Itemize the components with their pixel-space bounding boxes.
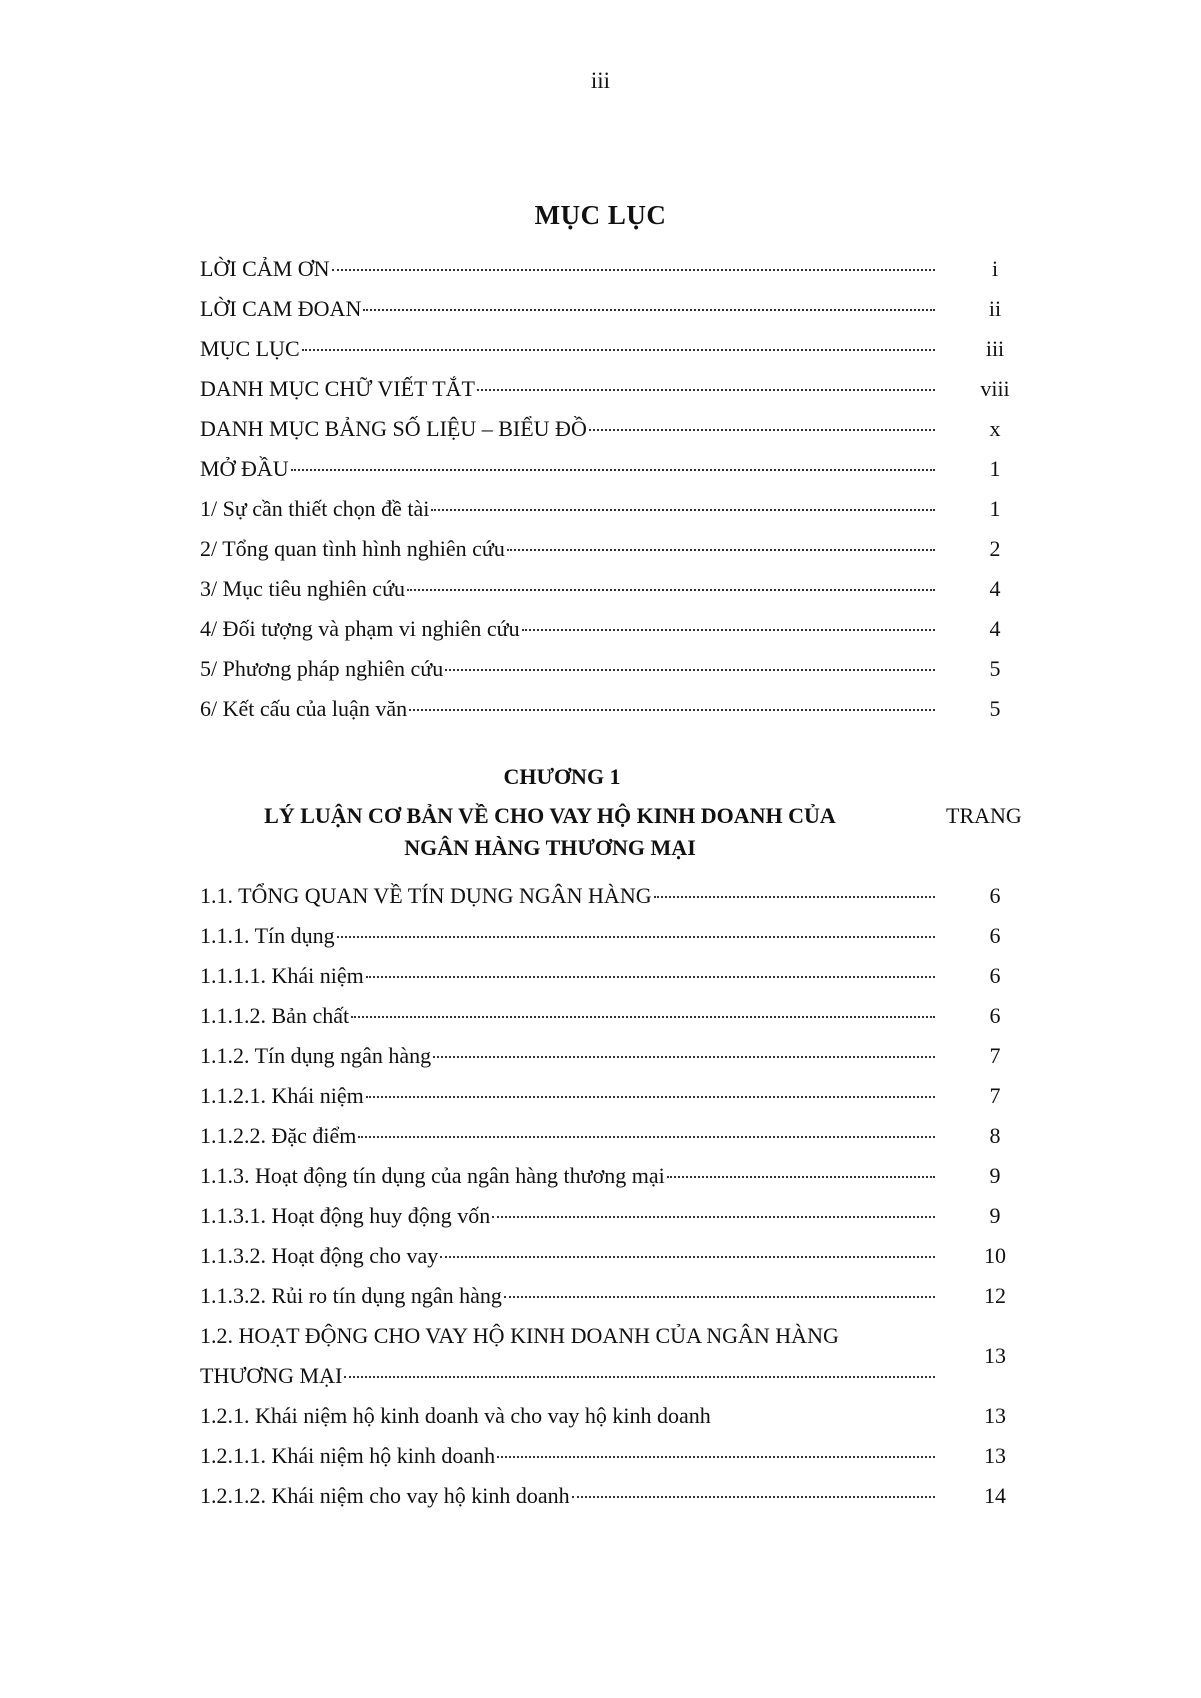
toc-entry-label: 1.1.3.2. Rủi ro tín dụng ngân hàng [200, 1283, 502, 1308]
dot-leader [337, 936, 935, 938]
toc-entry-text [200, 696, 935, 722]
toc-entry-text [200, 616, 935, 642]
toc-entry-page: 7 [989, 1083, 1001, 1108]
toc-entry-page: 8 [989, 1123, 1001, 1148]
toc-entry-page: i [991, 256, 999, 281]
toc-entry-text [200, 963, 935, 989]
toc-entry-page: 12 [984, 1283, 1006, 1308]
toc-entry-label: THƯƠNG MẠI [200, 1363, 343, 1388]
toc-entry-text [200, 1043, 935, 1069]
toc-entry [200, 616, 1030, 650]
toc-entry-page: 4 [989, 576, 1001, 601]
toc-entry-text [200, 1483, 935, 1509]
dot-leader [409, 709, 935, 711]
toc-entry-page: 6 [989, 883, 1001, 908]
toc-entry-label: 1/ Sự cần thiết chọn đề tài [200, 496, 430, 521]
toc-entry-label: MỤC LỤC [200, 336, 300, 361]
toc-entry-label: 1.1.2. Tín dụng ngân hàng [200, 1043, 432, 1068]
dot-leader [507, 549, 935, 551]
toc-entry-label: 1.1.2.2. Đặc điểm [200, 1123, 357, 1148]
dot-leader [431, 509, 935, 511]
toc-entry-label: 1.2.1.2. Khái niệm cho vay hộ kinh doanh [200, 1483, 570, 1508]
toc-entry-page: 9 [989, 1203, 1001, 1228]
toc-entry-text [200, 296, 935, 322]
toc-entry-text [200, 1123, 935, 1149]
toc-entry-label: 6/ Kết cấu của luận văn [200, 696, 408, 721]
toc-entry-label: LỜI CAM ĐOAN [200, 296, 362, 321]
toc-entry-page: 7 [989, 1043, 1001, 1068]
dot-leader [572, 1496, 935, 1498]
dot-leader [366, 976, 935, 978]
toc-entry [200, 696, 1030, 730]
dot-leader [497, 1456, 935, 1458]
dot-leader [440, 1256, 935, 1258]
toc-entry-label: LỜI CẢM ƠN [200, 256, 330, 281]
toc-entry-page: 10 [984, 1243, 1006, 1268]
dot-leader [445, 669, 935, 671]
dot-leader [366, 1096, 935, 1098]
dot-leader [332, 269, 935, 271]
toc-entry-text [200, 1203, 935, 1229]
dot-leader [291, 469, 935, 471]
toc-entry-page: 9 [989, 1163, 1001, 1188]
toc-entry-text [200, 656, 935, 682]
toc-entry-page: viii [980, 376, 1010, 401]
chapter-label: CHƯƠNG 1 [503, 764, 621, 789]
toc-entry [200, 256, 1030, 290]
toc-entry [200, 536, 1030, 570]
dot-leader [667, 1176, 935, 1178]
dot-leader [363, 309, 935, 311]
toc-entry-label: 1.1.3. Hoạt động tín dụng của ngân hàng thương mại [200, 1163, 665, 1188]
chapter-title-line-1: LÝ LUẬN CƠ BẢN VỀ CHO VAY HỘ KINH DOANH CỦA [264, 803, 836, 828]
toc-entry-page: 2 [989, 536, 1001, 561]
toc-entry-text [200, 1403, 935, 1429]
toc-entry-text [200, 536, 935, 562]
toc-entry-text [200, 923, 935, 949]
toc-entry-text [200, 256, 935, 282]
toc-entry-label: 1.2.1. Khái niệm hộ kinh doanh và cho vay hộ kinh doanh [200, 1403, 711, 1428]
toc-entry [200, 1203, 1030, 1237]
toc-entry [200, 963, 1030, 997]
toc-entry-text [200, 883, 935, 909]
toc-entry-page: 13 [984, 1343, 1006, 1368]
toc-entry-text [200, 416, 935, 442]
toc-entry-page: ii [988, 296, 1002, 321]
dot-leader [407, 589, 935, 591]
dot-leader [589, 429, 935, 431]
toc-entry-label: 1.1.1.2. Bản chất [200, 1003, 350, 1028]
toc-entry [200, 1083, 1030, 1117]
toc-entry [200, 1243, 1030, 1277]
toc-entry [200, 1323, 1030, 1403]
toc-entry-text [200, 456, 935, 482]
toc-entry-page: x [989, 416, 1001, 441]
dot-leader [654, 896, 935, 898]
toc-entry [200, 1283, 1030, 1317]
toc-entry-text [200, 336, 935, 362]
toc-entry [200, 1163, 1030, 1197]
dot-leader [492, 1216, 935, 1218]
toc-entry [200, 376, 1030, 410]
toc-entry [200, 1483, 1030, 1517]
toc-entry-page: 6 [989, 1003, 1001, 1028]
toc-entry [200, 456, 1030, 490]
dot-leader [302, 349, 935, 351]
toc-entry-text [200, 1283, 935, 1309]
toc-entry-label: DANH MỤC BẢNG SỐ LIỆU – BIỂU ĐỒ [200, 416, 587, 441]
toc-entry-label: 5/ Phương pháp nghiên cứu [200, 656, 444, 681]
toc-entry-page: 6 [989, 923, 1001, 948]
page-number: iii [590, 68, 611, 93]
toc-entry-text [200, 376, 935, 402]
toc-entry [200, 1003, 1030, 1037]
dot-leader [344, 1376, 935, 1378]
toc-entry-label: 4/ Đối tượng và phạm vi nghiên cứu [200, 616, 520, 641]
toc-entry-page: 5 [989, 656, 1001, 681]
toc-entry-text [200, 1003, 935, 1029]
toc-entry [200, 576, 1030, 610]
toc-entry [200, 416, 1030, 450]
toc-entry-text [200, 1083, 935, 1109]
toc-entry-text [200, 576, 935, 602]
toc-entry-page: iii [985, 336, 1005, 361]
toc-entry [200, 923, 1030, 957]
toc-entry-label: 1.1. TỔNG QUAN VỀ TÍN DỤNG NGÂN HÀNG [200, 883, 652, 908]
toc-entry-label: MỞ ĐẦU [200, 456, 289, 481]
toc-entry-page: 1 [989, 496, 1001, 521]
toc-entry-label: 1.1.2.1. Khái niệm [200, 1083, 364, 1108]
toc-entry-page: 4 [989, 616, 1001, 641]
toc-entry-label: 2/ Tổng quan tình hình nghiên cứu [200, 536, 505, 561]
page-column-label: TRANG [946, 803, 1022, 828]
toc-entry-page: 14 [984, 1483, 1006, 1508]
dot-leader [504, 1296, 935, 1298]
toc-entry-label: 1.1.1. Tín dụng [200, 923, 335, 948]
toc-entry-text [200, 1443, 935, 1469]
chapter-title-line-2: NGÂN HÀNG THƯƠNG MẠI [404, 835, 696, 860]
toc-entry-text [200, 496, 935, 522]
toc-entry-text [200, 1363, 935, 1389]
toc-entry-label: 3/ Mục tiêu nghiên cứu [200, 576, 405, 601]
toc-entry [200, 1123, 1030, 1157]
toc-entry-page: 13 [984, 1403, 1006, 1428]
toc-entry-label: 1.1.3.2. Hoạt động cho vay [200, 1243, 439, 1268]
toc-entry-text [200, 1243, 935, 1269]
toc-entry-label: DANH MỤC CHỮ VIẾT TẮT [200, 376, 475, 401]
chapter-title [200, 800, 900, 864]
toc-entry-page: 1 [989, 456, 1001, 481]
toc-entry [200, 496, 1030, 530]
toc-entry-text [200, 1163, 935, 1189]
dot-leader [522, 629, 935, 631]
toc-entry [200, 656, 1030, 690]
dot-leader [477, 389, 935, 391]
dot-leader [351, 1016, 935, 1018]
toc-entry-page: 5 [989, 696, 1001, 721]
toc-entry [200, 883, 1030, 917]
dot-leader [358, 1136, 935, 1138]
dot-leader [433, 1056, 935, 1058]
toc-entry-page: 6 [989, 963, 1001, 988]
toc-entry [200, 296, 1030, 330]
toc-entry-page: 13 [984, 1443, 1006, 1468]
toc-title: MỤC LỤC [534, 200, 667, 230]
toc-entry-label: 1.1.1.1. Khái niệm [200, 963, 364, 988]
toc-entry [200, 1043, 1030, 1077]
toc-entry [200, 1443, 1030, 1477]
toc-entry-label: 1.1.3.1. Hoạt động huy động vốn [200, 1203, 491, 1228]
toc-entry-label-line-1: 1.2. HOẠT ĐỘNG CHO VAY HỘ KINH DOANH CỦA NGÂN HÀNG [200, 1323, 839, 1348]
toc-entry-label: 1.2.1.1. Khái niệm hộ kinh doanh [200, 1443, 496, 1468]
toc-entry [200, 336, 1030, 370]
toc-entry [200, 1403, 1030, 1437]
